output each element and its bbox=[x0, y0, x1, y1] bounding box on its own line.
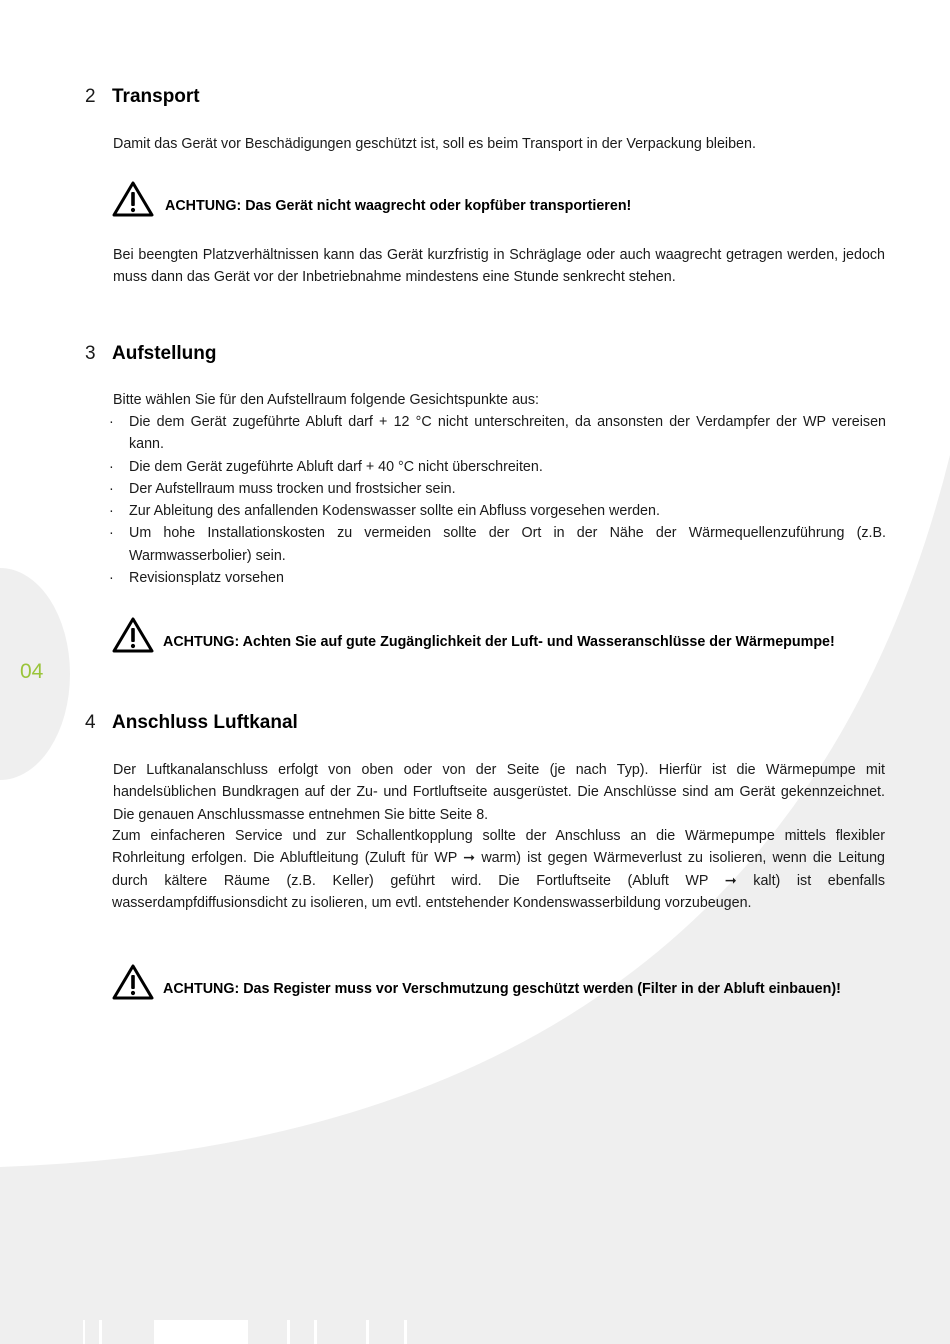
register-tab bbox=[99, 1320, 102, 1344]
warning-text: ACHTUNG: Das Gerät nicht waagrecht oder kopfüber transportieren! bbox=[165, 198, 632, 214]
bullet-dot: · bbox=[109, 525, 114, 542]
list-item-text: Die dem Gerät zugeführte Abluft darf + 12 °C nicht unterschreiten, da ansonsten der Verdampfer der WP vereisen kann. bbox=[129, 414, 886, 453]
section-number: 3 bbox=[85, 343, 96, 364]
list-item bbox=[108, 456, 886, 478]
list-item bbox=[108, 500, 886, 522]
warning-transport bbox=[112, 181, 631, 217]
transport-intro: Damit das Gerät vor Beschädigungen geschützt ist, soll es beim Transport in der Verpackung bleiben. bbox=[113, 136, 756, 152]
luftkanal-paragraph-1: Der Luftkanalanschluss erfolgt von oben oder von der Seite (je nach Typ). Hierfür ist die Wärmepumpe mit handelsüblichen Bundkragen auf der Zu- und Fortluftseite ausgerüstet. Die Anschlüsse sind am Gerät gekennzeichnet. Die genauen Anschlussmasse entnehmen Sie bitte Seite 8. bbox=[113, 762, 885, 823]
list-item bbox=[108, 567, 886, 589]
transport-note: Bei beengten Platzverhältnissen kann das Gerät kurzfristig in Schräglage oder auch waagrecht getragen werden, jedoch muss dann das Gerät vor der Inbetriebnahme mindestens eine Stunde senkrecht stehen. bbox=[113, 247, 885, 286]
section-title: Anschluss Luftkanal bbox=[112, 712, 298, 733]
section-number: 2 bbox=[85, 86, 96, 107]
list-item-text: Der Aufstellraum muss trocken und frostsicher sein. bbox=[129, 480, 456, 497]
bullet-dot: · bbox=[109, 458, 114, 475]
warning-triangle-icon bbox=[112, 181, 154, 217]
bullet-dot: · bbox=[109, 414, 114, 430]
list-item bbox=[108, 478, 886, 500]
warning-luftkanal bbox=[112, 964, 841, 1000]
list-item bbox=[108, 411, 886, 456]
section-number: 4 bbox=[85, 712, 96, 733]
register-tab bbox=[404, 1320, 407, 1344]
register-tab bbox=[314, 1320, 317, 1344]
list-item-text: Zur Ableitung des anfallenden Kodenswasser sollte ein Abfluss vorgesehen werden. bbox=[129, 503, 660, 520]
aufstellung-bullet-list bbox=[108, 411, 886, 589]
register-tab bbox=[366, 1320, 369, 1344]
bullet-dot: · bbox=[109, 570, 114, 587]
page-number: 04 bbox=[20, 660, 44, 683]
list-item bbox=[108, 522, 886, 567]
warning-text: ACHTUNG: Achten Sie auf gute Zugänglichkeit der Luft- und Wasseranschlüsse der Wärmepumpe! bbox=[163, 634, 835, 650]
section-title: Aufstellung bbox=[112, 343, 217, 364]
warning-aufstellung bbox=[112, 617, 835, 653]
list-item-text: Revisionsplatz vorsehen bbox=[129, 570, 284, 587]
warning-text: ACHTUNG: Das Register muss vor Verschmutzung geschützt werden (Filter in der Abluft einbauen)! bbox=[163, 981, 841, 997]
luftkanal-paragraph-2: Zum einfacheren Service und zur Schallentkopplung sollte der Anschluss an die Wärmepumpe mittels flexibler Rohrleitung erfolgen. Die Abluftleitung (Zuluft für WP ➞ warm) ist gegen Wärmeverlust zu isolieren, wenn die Leitung durch kältere Räume (z.B. Keller) geführt wird. Die Fortluftseite (Abluft WP ➞ kalt) ist ebenfalls wasserdampfdiffusionsdicht zu isolieren, um evtl. entstehender Kondenswasserbildung vorzubeugen. bbox=[112, 828, 885, 911]
register-tabs bbox=[0, 1320, 950, 1344]
register-tab bbox=[83, 1320, 85, 1344]
aufstellung-intro: Bitte wählen Sie für den Aufstellraum folgende Gesichtspunkte aus: bbox=[113, 392, 539, 408]
warning-triangle-icon bbox=[112, 964, 154, 1000]
register-tab-active bbox=[154, 1320, 248, 1344]
section-heading-transport bbox=[85, 86, 200, 108]
section-heading-luftkanal bbox=[85, 712, 298, 734]
register-tab bbox=[287, 1320, 290, 1344]
section-heading-aufstellung bbox=[85, 343, 217, 365]
warning-triangle-icon bbox=[112, 617, 154, 653]
section-title: Transport bbox=[112, 86, 200, 107]
list-item-text: Die dem Gerät zugeführte Abluft darf + 40 °C nicht überschreiten. bbox=[129, 458, 543, 475]
list-item-text: Um hohe Installationskosten zu vermeiden sollte der Ort in der Nähe der Wärmequellenzuführung (z.B. Warmwasserbolier) sein. bbox=[129, 525, 886, 564]
bullet-dot: · bbox=[109, 480, 114, 497]
bullet-dot: · bbox=[109, 503, 114, 520]
